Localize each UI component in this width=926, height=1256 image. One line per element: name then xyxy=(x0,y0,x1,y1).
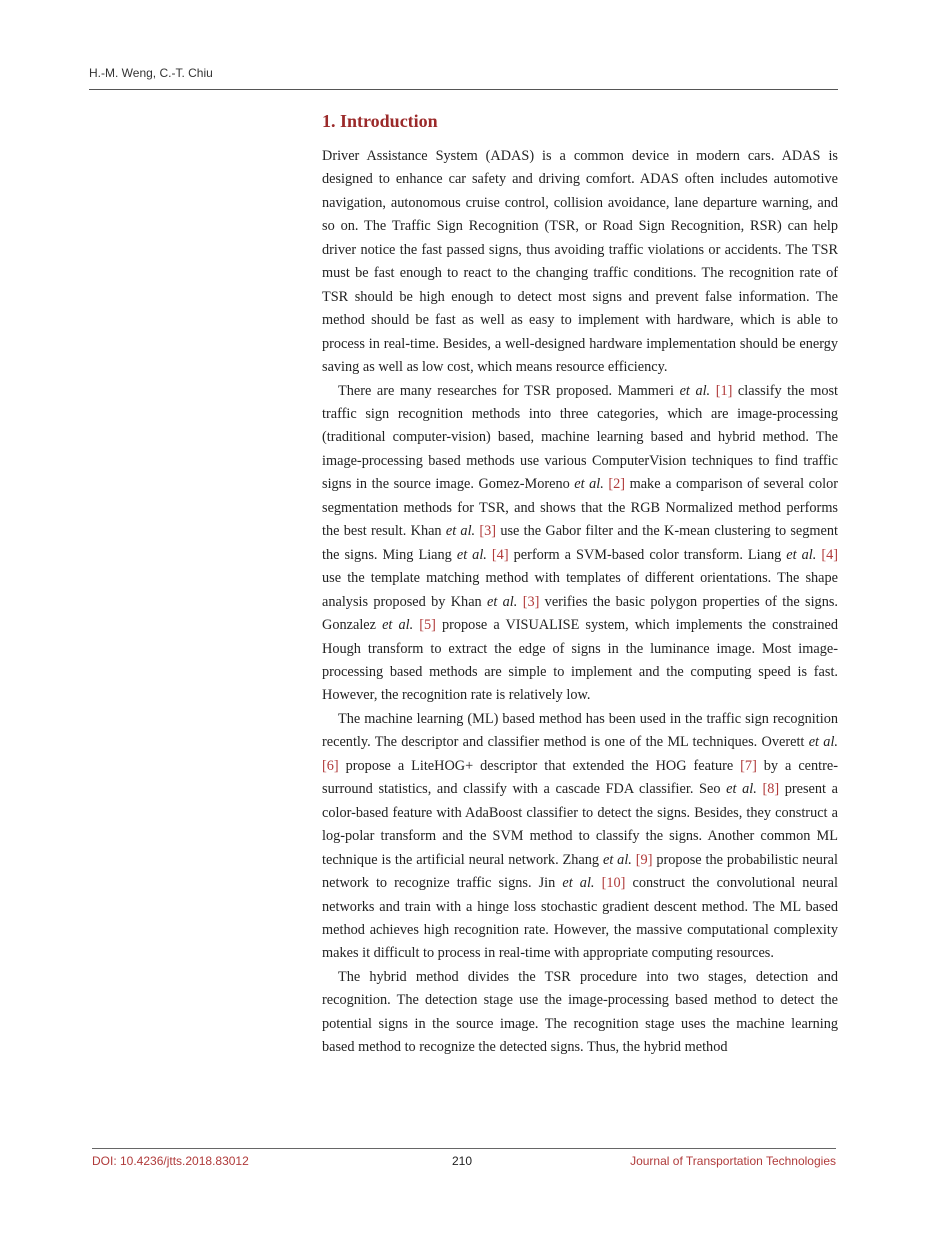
citation-link[interactable]: [8] xyxy=(762,781,780,798)
paragraph-text: The machine learning (ML) based method has been used in the traffic sign recognition recently. The descriptor and classifier method is one of the ML techniques. Overett xyxy=(322,710,838,751)
et-al-text: et al. xyxy=(456,546,487,563)
paragraph-text: propose a VISUALISE system, which implements the constrained Hough transform to extract the edge of signs in the luminance image. Most image-processing based methods are simple to implement and the computing speed is fast. However, the recognition rate is relatively low. xyxy=(322,617,838,704)
et-al-text: et al. xyxy=(487,593,518,610)
paragraph-text: propose a LiteHOG+ descriptor that extended the HOG feature xyxy=(338,757,741,774)
paragraph-text: verifies the basic polygon properties of the signs. Gonzalez xyxy=(322,593,838,634)
citation-link[interactable]: [4] xyxy=(821,546,839,563)
footer-rule xyxy=(92,1148,836,1149)
citation-link[interactable]: [2] xyxy=(608,476,626,493)
et-al-text: et al. xyxy=(382,617,414,634)
citation-link[interactable]: [3] xyxy=(522,593,540,610)
citation-link[interactable]: [4] xyxy=(491,546,509,563)
citation-link[interactable]: [5] xyxy=(419,617,436,634)
paragraph xyxy=(322,145,838,380)
paragraph-text: Driver Assistance System (ADAS) is a common device in modern cars. ADAS is designed to enhance car safety and driving comfort. ADAS often includes automotive navigation, autonomous cruise control, collision avoidance, lane departure warning, and so on. The Traffic Sign Recognition (TSR, or Road Sign Recognition, RSR) can help driver notice the fast passed signs, thus avoiding traffic violations or accidents. The TSR must be fast enough to react to the changing traffic conditions. The recognition rate of TSR should be high enough to detect most signs and prevent false information. The method should be fast as well as easy to implement with hardware, which is able to process in real-time. Besides, a well-designed hardware implementation should be energy saving as well as low cost, which means resource efficiency. xyxy=(322,148,838,376)
footer-journal-name[interactable]: Journal of Transportation Technologies xyxy=(630,1154,836,1168)
et-al-text: et al. xyxy=(726,781,757,798)
et-al-text: et al. xyxy=(562,875,595,892)
body-text xyxy=(322,145,838,1060)
citation-link[interactable]: [9] xyxy=(635,851,653,868)
et-al-text: et al. xyxy=(602,851,632,868)
paragraph-text: classify the most traffic sign recognition methods into three categories, which are image-processing (traditional computer-vision) based, machine learning based and hybrid method. The image-processing based methods use various ComputerVision techniques to find traffic signs in the source image. Gomez-Moreno xyxy=(322,382,838,493)
paragraph-text: propose the probabilistic neural network to recognize traffic signs. Jin xyxy=(322,851,838,892)
citation-link[interactable]: [6] xyxy=(322,757,339,774)
paragraph-text: use the template matching method with templates of different orientations. The shape analysis proposed by Khan xyxy=(322,570,838,610)
header-rule xyxy=(89,89,838,90)
paragraph-text: make a comparison of several color segmentation methods for TSR, and shows that the RGB Normalized method performs the best result. Khan xyxy=(322,476,838,540)
citation-link[interactable]: [3] xyxy=(479,523,497,540)
paragraph-text: construct the convolutional neural networks and train with a hinge loss stochastic gradient descent method. The ML based method achieves high recognition rate. However, the massive computational complexity makes it difficult to process in real-time with appropriate computing resources. xyxy=(322,875,838,962)
page-number: 210 xyxy=(452,1154,473,1168)
paragraph xyxy=(322,380,838,708)
citation-link[interactable]: [10] xyxy=(601,875,626,892)
paragraph-text: use the Gabor filter and the K-mean clustering to segment the signs. Ming Liang xyxy=(322,523,838,563)
paragraph xyxy=(322,966,838,1060)
paragraph-text: perform a SVM-based color transform. Liang xyxy=(508,546,787,563)
citation-link[interactable]: [7] xyxy=(740,757,757,774)
paragraph-text: There are many researches for TSR proposed. Mammeri xyxy=(338,382,680,399)
et-al-text: et al. xyxy=(679,382,711,399)
running-head-authors: H.-M. Weng, C.-T. Chiu xyxy=(89,66,213,80)
et-al-text: et al. xyxy=(786,546,817,563)
et-al-text: et al. xyxy=(574,476,604,493)
paragraph xyxy=(322,708,838,966)
citation-link[interactable]: [1] xyxy=(715,382,733,399)
et-al-text: et al. xyxy=(808,734,838,751)
footer-doi[interactable]: DOI: 10.4236/jtts.2018.83012 xyxy=(92,1154,249,1168)
paragraph-text xyxy=(595,875,602,891)
section-title: 1. Introduction xyxy=(322,111,438,131)
paragraph-text: present a color-based feature with AdaBoost classifier to detect the signs. Besides, they construct a log-polar transform and the SVM method to classify the signs. Another common ML technique is the artificial neural network. Zhang xyxy=(322,781,839,868)
et-al-text: et al. xyxy=(445,523,476,540)
paragraph-text: by a centre-surround statistics, and classify with a cascade FDA classifier. Seo xyxy=(322,757,838,798)
paragraph-text: The hybrid method divides the TSR procedure into two stages, detection and recognition. The detection stage use the image-processing based method to detect the potential signs in the source image. The recognition stage uses the machine learning based method to recognize the detected signs. Thus, the hybrid method xyxy=(322,968,838,1056)
